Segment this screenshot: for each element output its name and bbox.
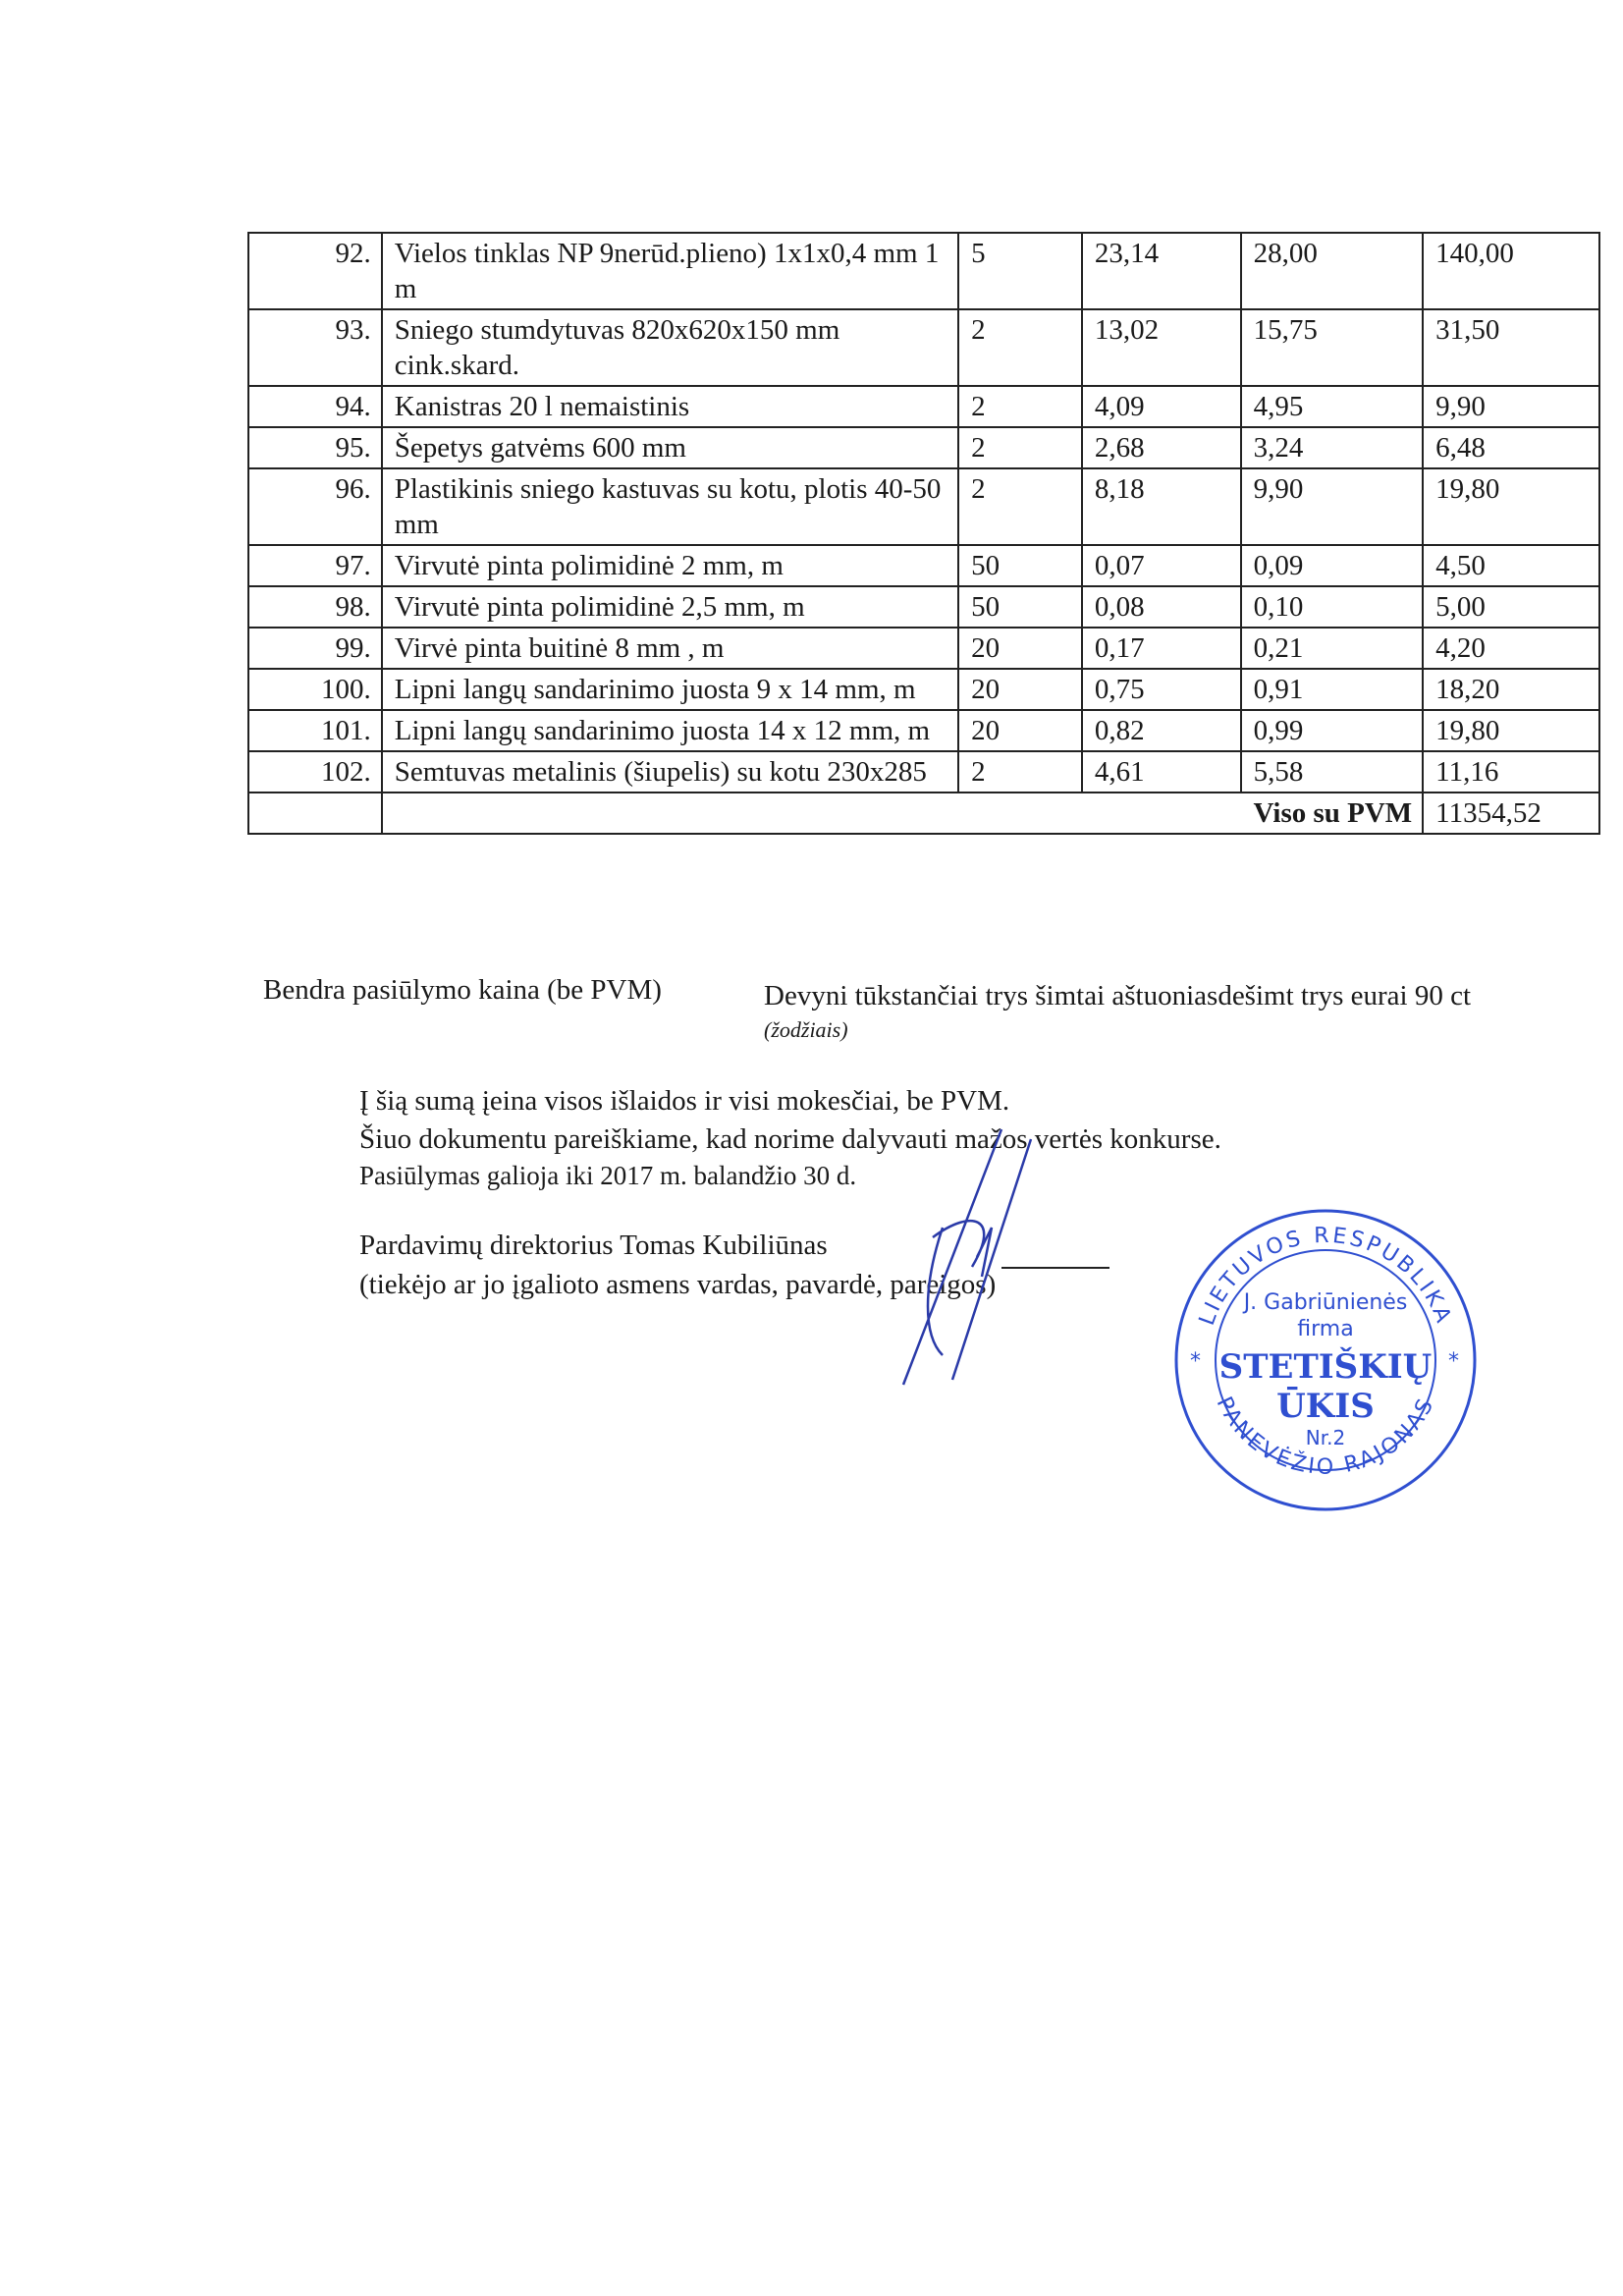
cell-qty: 20 xyxy=(958,628,1082,669)
sum-label: Viso su PVM xyxy=(382,793,1423,834)
stamp-line5: Nr.2 xyxy=(1305,1426,1346,1449)
signer: Pardavimų direktorius Tomas Kubiliūnas xyxy=(359,1230,828,1261)
cell-price: 0,75 xyxy=(1082,669,1241,710)
sum-row xyxy=(248,793,1599,834)
stamp-line2: firma xyxy=(1297,1317,1354,1341)
cell-total: 6,48 xyxy=(1423,427,1599,468)
cell-total: 140,00 xyxy=(1423,233,1599,309)
cell-qty: 50 xyxy=(958,545,1082,586)
cell-desc: Sniego stumdytuvas 820x620x150 mm cink.skard. xyxy=(382,309,958,386)
cell-total: 19,80 xyxy=(1423,468,1599,545)
cell-no: 94. xyxy=(248,386,382,427)
cell-total: 4,20 xyxy=(1423,628,1599,669)
table-row xyxy=(248,468,1599,545)
table-row xyxy=(248,710,1599,751)
signer-hint: (tiekėjo ar jo įgalioto asmens vardas, pavardė, pareigos) xyxy=(359,1269,997,1300)
cell-qty: 2 xyxy=(958,427,1082,468)
star-icon: * xyxy=(1448,1349,1459,1374)
words-hint: (žodžiais) xyxy=(764,1017,848,1042)
signature xyxy=(884,1120,1080,1394)
cell-qty: 2 xyxy=(958,386,1082,427)
sum-value: 11354,52 xyxy=(1423,793,1599,834)
cell-price: 13,02 xyxy=(1082,309,1241,386)
cell-price: 2,68 xyxy=(1082,427,1241,468)
cell-price-vat: 4,95 xyxy=(1241,386,1424,427)
cell-total: 9,90 xyxy=(1423,386,1599,427)
cell-no: 95. xyxy=(248,427,382,468)
cell-price: 0,08 xyxy=(1082,586,1241,628)
cell-qty: 50 xyxy=(958,586,1082,628)
cell-desc: Virvutė pinta polimidinė 2 mm, m xyxy=(382,545,958,586)
table-row xyxy=(248,233,1599,309)
statement-1: Į šią sumą įeina visos išlaidos ir visi mokesčiai, be PVM. xyxy=(359,1085,1010,1117)
cell-price-vat: 0,10 xyxy=(1241,586,1424,628)
company-stamp xyxy=(1168,1203,1483,1517)
cell-total: 18,20 xyxy=(1423,669,1599,710)
cell-price-vat: 0,09 xyxy=(1241,545,1424,586)
cell-price-vat: 0,91 xyxy=(1241,669,1424,710)
stamp-line3: STETIŠKIŲ xyxy=(1218,1347,1433,1387)
cell-qty: 2 xyxy=(958,309,1082,386)
cell-price-vat: 3,24 xyxy=(1241,427,1424,468)
cell-price: 23,14 xyxy=(1082,233,1241,309)
cell-qty: 20 xyxy=(958,669,1082,710)
cell-desc: Kanistras 20 l nemaistinis xyxy=(382,386,958,427)
cell-no: 98. xyxy=(248,586,382,628)
cell-price-vat: 0,21 xyxy=(1241,628,1424,669)
cell-desc: Lipni langų sandarinimo juosta 9 x 14 mm, m xyxy=(382,669,958,710)
table-row xyxy=(248,427,1599,468)
cell-desc: Virvutė pinta polimidinė 2,5 mm, m xyxy=(382,586,958,628)
cell-price-vat: 28,00 xyxy=(1241,233,1424,309)
table-row xyxy=(248,628,1599,669)
table-row xyxy=(248,669,1599,710)
cell-price-vat: 9,90 xyxy=(1241,468,1424,545)
stamp-line1: J. Gabriūnienės xyxy=(1243,1290,1408,1315)
sum-empty-cell xyxy=(248,793,382,834)
cell-no: 96. xyxy=(248,468,382,545)
cell-price: 0,17 xyxy=(1082,628,1241,669)
cell-price-vat: 0,99 xyxy=(1241,710,1424,751)
cell-no: 102. xyxy=(248,751,382,793)
cell-qty: 20 xyxy=(958,710,1082,751)
cell-desc: Šepetys gatvėms 600 mm xyxy=(382,427,958,468)
cell-qty: 2 xyxy=(958,751,1082,793)
cell-qty: 2 xyxy=(958,468,1082,545)
cell-price: 0,07 xyxy=(1082,545,1241,586)
cell-no: 101. xyxy=(248,710,382,751)
items-table xyxy=(247,232,1600,835)
table-row xyxy=(248,386,1599,427)
total-words: Devyni tūkstančiai trys šimtai aštuoniasdešimt trys eurai 90 ct xyxy=(764,980,1472,1011)
cell-total: 31,50 xyxy=(1423,309,1599,386)
cell-no: 99. xyxy=(248,628,382,669)
cell-no: 100. xyxy=(248,669,382,710)
cell-qty: 5 xyxy=(958,233,1082,309)
cell-total: 11,16 xyxy=(1423,751,1599,793)
cell-total: 4,50 xyxy=(1423,545,1599,586)
cell-price: 4,09 xyxy=(1082,386,1241,427)
cell-price: 8,18 xyxy=(1082,468,1241,545)
stamp-line4: ŪKIS xyxy=(1276,1387,1375,1426)
cell-price: 4,61 xyxy=(1082,751,1241,793)
star-icon: * xyxy=(1190,1349,1201,1374)
table-row xyxy=(248,751,1599,793)
table-row xyxy=(248,586,1599,628)
cell-desc: Virvė pinta buitinė 8 mm , m xyxy=(382,628,958,669)
cell-total: 19,80 xyxy=(1423,710,1599,751)
cell-price-vat: 15,75 xyxy=(1241,309,1424,386)
cell-desc: Semtuvas metalinis (šiupelis) su kotu 230x285 xyxy=(382,751,958,793)
stamp-bottom: PANEVĖŽIO RAJONAS xyxy=(1211,1393,1440,1480)
cell-no: 97. xyxy=(248,545,382,586)
table-row xyxy=(248,309,1599,386)
cell-desc: Vielos tinklas NP 9nerūd.plieno) 1x1x0,4 mm 1 m xyxy=(382,233,958,309)
total-label: Bendra pasiūlymo kaina (be PVM) xyxy=(263,974,662,1006)
cell-desc: Plastikinis sniego kastuvas su kotu, plotis 40-50 mm xyxy=(382,468,958,545)
statement-2: Šiuo dokumentu pareiškiame, kad norime dalyvauti mažos vertės konkurse. xyxy=(359,1123,1221,1155)
statement-3: Pasiūlymas galioja iki 2017 m. balandžio 30 d. xyxy=(359,1161,857,1190)
cell-price-vat: 5,58 xyxy=(1241,751,1424,793)
table-row xyxy=(248,545,1599,586)
cell-no: 93. xyxy=(248,309,382,386)
cell-total: 5,00 xyxy=(1423,586,1599,628)
cell-no: 92. xyxy=(248,233,382,309)
cell-desc: Lipni langų sandarinimo juosta 14 x 12 mm, m xyxy=(382,710,958,751)
cell-price: 0,82 xyxy=(1082,710,1241,751)
stamp-top: LIETUVOS RESPUBLIKA xyxy=(1194,1223,1457,1329)
